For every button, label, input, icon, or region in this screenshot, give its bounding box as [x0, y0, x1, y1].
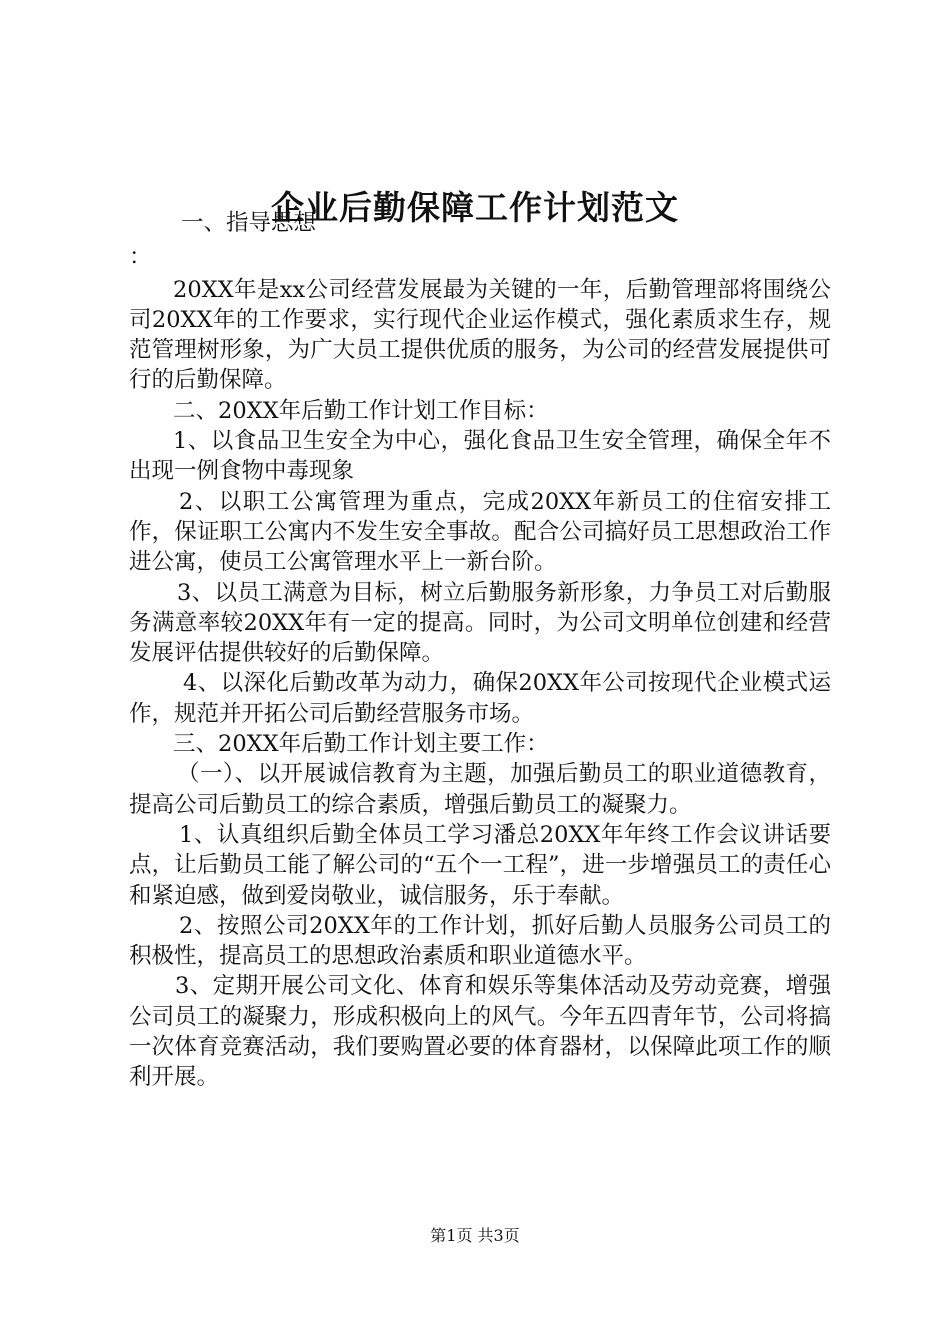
document-body — [129, 208, 831, 1093]
body-paragraph: 三、20XX年后勤工作计划主要工作： — [173, 731, 549, 758]
body-paragraph: 二、20XX年后勤工作计划工作目标： — [173, 397, 549, 424]
body-paragraph: 一、指导思想 — [181, 210, 317, 236]
body-paragraph: 2、按照公司20XX年的工作计划，抓好后勤人员服务公司员工的积极性，提高员工的思想政治素质和职业道德水平。 — [129, 912, 831, 970]
body-paragraph: 1、以食品卫生安全为中心，强化食品卫生安全管理，确保全年不出现一例食物中毒现象 — [129, 428, 831, 485]
body-paragraph: 20XX年是xx公司经营发展最为关键的一年，后勤管理部将围绕公司20XX年的工作要求，实行现代企业运作模式，强化素质求生存，规范管理树形象，为广大员工提供优质的服务，为公司的经营发展提供可行的后勤保障。 — [129, 276, 831, 394]
document-title: 企业后勤保障工作计划范文 — [271, 188, 679, 227]
page-footer: 第1页 共3页 — [430, 1226, 520, 1245]
body-paragraph: 4、以深化后勤改革为动力，确保20XX年公司按现代企业模式运作，规范并开拓公司后勤经营服务市场。 — [129, 670, 831, 727]
body-paragraph: （一）、以开展诚信教育为主题，加强后勤员工的职业道德教育，提高公司后勤员工的综合素质，增强后勤员工的凝聚力。 — [129, 761, 831, 818]
body-paragraph: 3、以员工满意为目标，树立后勤服务新形象，力争员工对后勤服务满意率较20XX年有一定的提高。同时，为公司文明单位创建和经营发展评估提供较好的后勤保障。 — [129, 579, 831, 667]
body-paragraph: 1、认真组织后勤全体员工学习潘总20XX年年终工作会议讲话要点，让后勤员工能了解公司的“五个一工程”，进一步增强员工的责任心和紧迫感，做到爱岗敬业，诚信服务，乐于奉献。 — [129, 821, 831, 909]
body-paragraph: 3、定期开展公司文化、体育和娱乐等集体活动及劳动竞赛，增强公司员工的凝聚力，形成积极向上的风气。今年五四青年节，公司将搞一次体育竞赛活动，我们要购置必要的体育器材，以保障此项工作的顺利开展。 — [129, 973, 831, 1091]
body-paragraph: 2、以职工公寓管理为重点，完成20XX年新员工的住宿安排工作，保证职工公寓内不发生安全事故。配合公司搞好员工思想政治工作进公寓，使员工公寓管理水平上一新台阶。 — [129, 488, 831, 576]
body-paragraph: ： — [129, 244, 152, 271]
